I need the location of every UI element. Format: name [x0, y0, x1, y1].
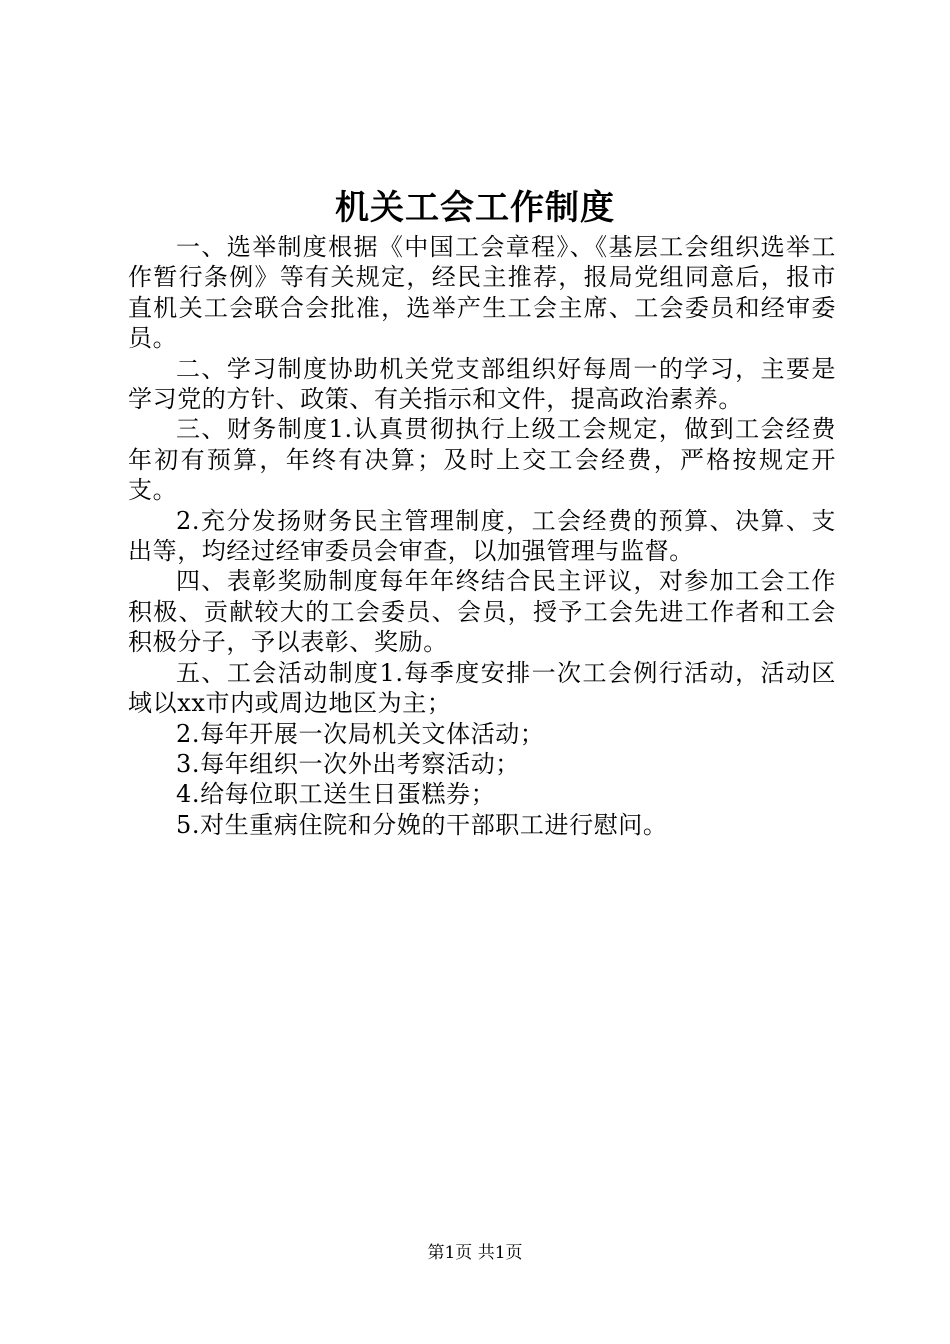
paragraph-activities: 五、工会活动制度1.每季度安排一次工会例行活动，活动区域以xx市内或周边地区为主； — [128, 658, 836, 718]
document-title: 机关工会工作制度 — [335, 188, 615, 228]
paragraph-activities-4: 4.给每位职工送生日蛋糕券； — [176, 780, 496, 809]
paragraph-finance: 三、财务制度1.认真贯彻执行上级工会规定，做到工会经费年初有预算，年终有决算；及时上交工会经费，严格按规定开支。 — [128, 415, 836, 505]
page-number-footer: 第1页 共1页 — [427, 1243, 523, 1263]
paragraph-finance-2: 2.充分发扬财务民主管理制度，工会经费的预算、决算、支出等，均经过经审委员会审查，以加强管理与监督。 — [128, 506, 836, 566]
paragraph-rewards: 四、表彰奖励制度每年年终结合民主评议，对参加工会工作积极、贡献较大的工会委员、会员，授予工会先进工作者和工会积极分子，予以表彰、奖励。 — [128, 567, 836, 657]
paragraph-election: 一、选举制度根据《中国工会章程》、《基层工会组织选举工作暂行条例》等有关规定，经民主推荐，报局党组同意后，报市直机关工会联合会批准，选举产生工会主席、工会委员和经审委员。 — [128, 233, 836, 353]
paragraph-activities-2: 2.每年开展一次局机关文体活动； — [176, 719, 545, 748]
paragraph-activities-5: 5.对生重病住院和分娩的干部职工进行慰问。 — [176, 810, 668, 839]
paragraph-study: 二、学习制度协助机关党支部组织好每周一的学习，主要是学习党的方针、政策、有关指示和文件，提高政治素养。 — [128, 354, 836, 414]
paragraph-activities-3: 3.每年组织一次外出考察活动； — [176, 749, 520, 778]
document-body — [128, 232, 836, 840]
